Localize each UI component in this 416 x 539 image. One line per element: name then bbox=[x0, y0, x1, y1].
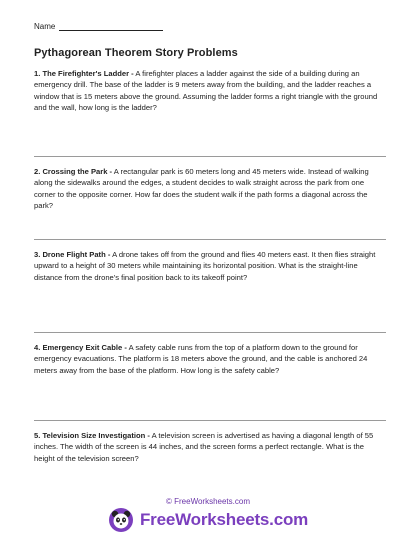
divider bbox=[34, 156, 386, 157]
problem-4 bbox=[34, 342, 386, 376]
problem-5 bbox=[34, 430, 386, 464]
worksheet-title: Pythagorean Theorem Story Problems bbox=[34, 47, 238, 59]
panda-icon bbox=[108, 507, 134, 533]
problem-3 bbox=[34, 249, 386, 283]
problem-1 bbox=[34, 68, 386, 113]
problem-text: A firefighter places a ladder against the side of a building during an emergency drill. The base of the ladder is 9 meters away from the building, and the ladder reaches a window that is 15 meters above the ground. Assuming the ladder forms a right triangle with the ground and the wall, how long is the ladder? bbox=[34, 69, 378, 112]
divider bbox=[34, 332, 386, 333]
problem-heading: 4. Emergency Exit Cable - bbox=[34, 343, 127, 352]
problem-2 bbox=[34, 166, 386, 211]
footer-logo[interactable] bbox=[108, 507, 308, 533]
name-line[interactable] bbox=[59, 22, 163, 31]
problem-text: A drone takes off from the ground and flies 40 meters east. It then flies straight upward to a height of 30 meters while maintaining its horizontal position. What is the straight-line distance from the drone's final position back to its takeoff point? bbox=[34, 250, 376, 282]
name-label: Name bbox=[34, 22, 56, 31]
problem-text: A television screen is advertised as having a diagonal length of 55 inches. The width of the screen is 44 inches, and the screen forms a perfect rectangle. What is the height of the television screen? bbox=[34, 431, 374, 463]
problem-heading: 1. The Firefighter's Ladder - bbox=[34, 69, 134, 78]
problem-text: A rectangular park is 60 meters long and 45 meters wide. Instead of walking along the sidewalks around the edges, a student decides to walk straight across the park from one corner to the opposite corner. How far does the student walk if the path forms a diagonal across the park? bbox=[34, 167, 369, 210]
problem-heading: 2. Crossing the Park - bbox=[34, 167, 113, 176]
logo-text: FreeWorksheets.com bbox=[140, 510, 309, 529]
footer-link[interactable]: © FreeWorksheets.com bbox=[166, 497, 250, 506]
name-field bbox=[34, 22, 163, 31]
problem-heading: 5. Television Size Investigation - bbox=[34, 431, 150, 440]
problem-heading: 3. Drone Flight Path - bbox=[34, 250, 111, 259]
divider bbox=[34, 420, 386, 421]
problem-text: A safety cable runs from the top of a platform down to the ground for emergency evacuations. The platform is 18 meters above the ground, and the cable is anchored 24 meters away from the base of the platform. How long is the safety cable? bbox=[34, 343, 368, 375]
divider bbox=[34, 239, 386, 240]
